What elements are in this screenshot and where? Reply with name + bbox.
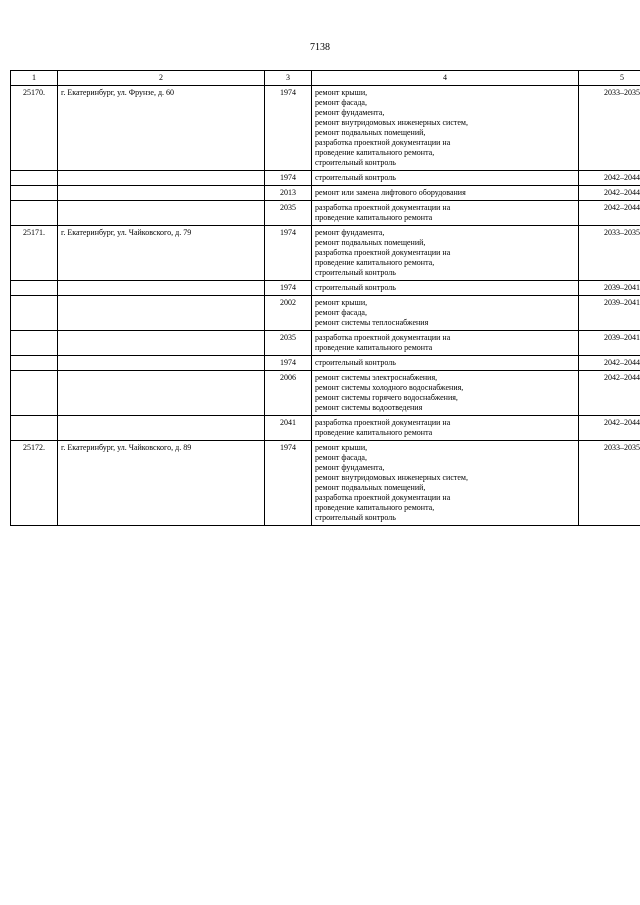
column-header-2: 2 <box>58 71 265 86</box>
work-item: ремонт крыши, <box>315 298 368 307</box>
table-row <box>11 371 640 416</box>
period-cell: 2042–2044 <box>579 416 640 441</box>
row-number-cell: 25170. <box>11 86 58 171</box>
work-item: ремонт подвальных помещений, <box>315 238 426 247</box>
address-cell <box>58 296 265 331</box>
row-number-cell <box>11 281 58 296</box>
work-item: строительный контроль <box>315 358 396 367</box>
period-cell: 2042–2044 <box>579 171 640 186</box>
work-item: ремонт фасада, <box>315 98 367 107</box>
table-row <box>11 356 640 371</box>
table-row <box>11 186 640 201</box>
repair-schedule-table-container <box>10 70 640 526</box>
year-cell: 2002 <box>265 296 312 331</box>
row-number-cell <box>11 296 58 331</box>
address-cell <box>58 416 265 441</box>
work-item: ремонт внутридомовых инженерных систем, <box>315 473 468 482</box>
work-item: разработка проектной документации на <box>315 333 451 342</box>
address-cell <box>58 281 265 296</box>
work-item: ремонт системы холодного водоснабжения, <box>315 383 464 392</box>
table-row <box>11 416 640 441</box>
work-item: ремонт фасада, <box>315 308 367 317</box>
year-cell: 1974 <box>265 356 312 371</box>
work-item: ремонт крыши, <box>315 88 368 97</box>
year-cell: 2035 <box>265 331 312 356</box>
table-row <box>11 296 640 331</box>
works-cell <box>312 441 579 526</box>
address-cell <box>58 186 265 201</box>
period-cell: 2033–2035 <box>579 441 640 526</box>
row-number-cell <box>11 416 58 441</box>
year-cell: 1974 <box>265 281 312 296</box>
work-item: разработка проектной документации на <box>315 138 451 147</box>
period-cell: 2039–2041 <box>579 281 640 296</box>
work-item: строительный контроль <box>315 283 396 292</box>
work-item: проведение капитального ремонта, <box>315 258 435 267</box>
column-header-4: 4 <box>312 71 579 86</box>
year-cell: 1974 <box>265 86 312 171</box>
works-cell <box>312 281 579 296</box>
period-cell: 2042–2044 <box>579 201 640 226</box>
work-item: ремонт фундамента, <box>315 108 385 117</box>
table-row <box>11 86 640 171</box>
address-cell <box>58 331 265 356</box>
work-item: строительный контроль <box>315 158 396 167</box>
work-item: ремонт подвальных помещений, <box>315 128 426 137</box>
work-item: ремонт системы горячего водоснабжения, <box>315 393 458 402</box>
period-cell: 2033–2035 <box>579 86 640 171</box>
works-cell <box>312 186 579 201</box>
work-item: ремонт системы водоотведения <box>315 403 423 412</box>
row-number-cell <box>11 331 58 356</box>
column-header-5: 5 <box>579 71 640 86</box>
period-cell: 2033–2035 <box>579 226 640 281</box>
work-item: разработка проектной документации на <box>315 493 451 502</box>
work-item: ремонт системы электроснабжения, <box>315 373 438 382</box>
work-item: проведение капитального ремонта, <box>315 503 435 512</box>
column-header-1: 1 <box>11 71 58 86</box>
column-number-row <box>11 71 640 86</box>
table-row <box>11 171 640 186</box>
row-number-cell <box>11 371 58 416</box>
work-item: проведение капитального ремонта <box>315 343 433 352</box>
table-row <box>11 201 640 226</box>
address-cell: г. Екатеринбург, ул. Фрунзе, д. 60 <box>58 86 265 171</box>
works-cell <box>312 371 579 416</box>
row-number-cell <box>11 171 58 186</box>
address-cell: г. Екатеринбург, ул. Чайковского, д. 79 <box>58 226 265 281</box>
work-item: разработка проектной документации на <box>315 418 451 427</box>
work-item: разработка проектной документации на <box>315 203 451 212</box>
work-item: строительный контроль <box>315 173 396 182</box>
work-item: ремонт фундамента, <box>315 463 385 472</box>
period-cell: 2042–2044 <box>579 371 640 416</box>
work-item: ремонт крыши, <box>315 443 368 452</box>
work-item: строительный контроль <box>315 513 396 522</box>
row-number-cell: 25171. <box>11 226 58 281</box>
works-cell <box>312 201 579 226</box>
work-item: ремонт внутридомовых инженерных систем, <box>315 118 468 127</box>
year-cell: 2035 <box>265 201 312 226</box>
work-item: проведение капитального ремонта <box>315 213 433 222</box>
work-item: ремонт системы теплоснабжения <box>315 318 429 327</box>
work-item: проведение капитального ремонта <box>315 428 433 437</box>
year-cell: 2041 <box>265 416 312 441</box>
work-item: строительный контроль <box>315 268 396 277</box>
year-cell: 1974 <box>265 441 312 526</box>
work-item: проведение капитального ремонта, <box>315 148 435 157</box>
row-number-cell: 25172. <box>11 441 58 526</box>
address-cell <box>58 371 265 416</box>
work-item: разработка проектной документации на <box>315 248 451 257</box>
table-row <box>11 281 640 296</box>
works-cell <box>312 296 579 331</box>
table-row <box>11 331 640 356</box>
year-cell: 2006 <box>265 371 312 416</box>
address-cell <box>58 171 265 186</box>
row-number-cell <box>11 356 58 371</box>
work-item: ремонт подвальных помещений, <box>315 483 426 492</box>
column-header-3: 3 <box>265 71 312 86</box>
work-item: ремонт фундамента, <box>315 228 385 237</box>
table-row <box>11 226 640 281</box>
address-cell <box>58 356 265 371</box>
table-row <box>11 441 640 526</box>
row-number-cell <box>11 186 58 201</box>
period-cell: 2039–2041 <box>579 331 640 356</box>
table-body <box>11 86 640 526</box>
works-cell <box>312 226 579 281</box>
page-number: 7138 <box>310 42 330 53</box>
year-cell: 2013 <box>265 186 312 201</box>
works-cell <box>312 86 579 171</box>
year-cell: 1974 <box>265 171 312 186</box>
period-cell: 2039–2041 <box>579 296 640 331</box>
works-cell <box>312 171 579 186</box>
works-cell <box>312 416 579 441</box>
works-cell <box>312 356 579 371</box>
address-cell <box>58 201 265 226</box>
works-cell <box>312 331 579 356</box>
work-item: ремонт фасада, <box>315 453 367 462</box>
period-cell: 2042–2044 <box>579 186 640 201</box>
address-cell: г. Екатеринбург, ул. Чайковского, д. 89 <box>58 441 265 526</box>
row-number-cell <box>11 201 58 226</box>
work-item: ремонт или замена лифтового оборудования <box>315 188 466 197</box>
year-cell: 1974 <box>265 226 312 281</box>
period-cell: 2042–2044 <box>579 356 640 371</box>
repair-schedule-table <box>10 70 640 526</box>
